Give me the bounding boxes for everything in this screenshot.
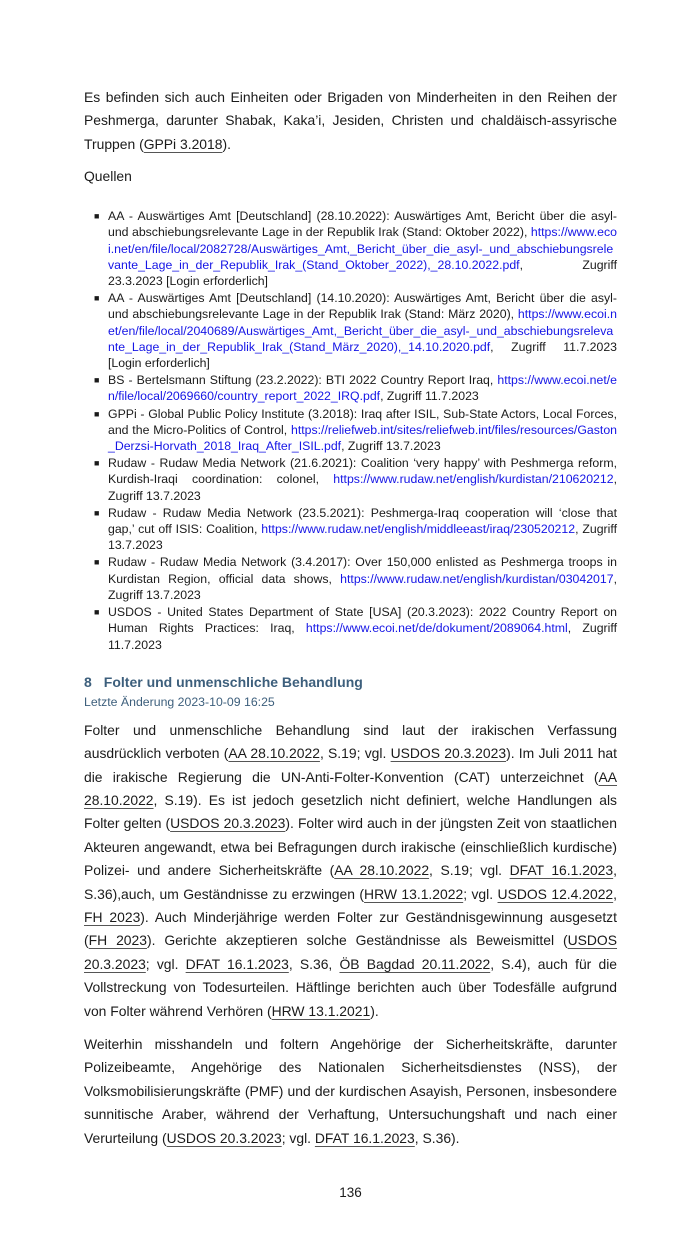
source-item xyxy=(94,406,617,455)
bullet-icon: ■ xyxy=(94,507,100,518)
citation-link[interactable]: USDOS 20.3.2023 xyxy=(170,815,286,832)
source-text: GPPi - Global Public Policy Institute (3.2018): Iraq after ISIL, Sub-State Actors, Local Forces, and the Micro-Politics of Control, xyxy=(108,406,617,437)
sources-label: Quellen xyxy=(84,168,132,185)
source-link[interactable]: https://reliefweb.int/sites/reliefweb.int/files/resources/Gaston_Derzsi-Horvath_2018_Iraq_After_ISIL.pdf xyxy=(108,422,617,454)
source-link[interactable]: https://www.ecoi.net/en/file/local/2040689/Auswärtiges_Amt,_Bericht_über_die_asyl-_und_abschiebungsrelevante_Lage_in_der_Republik_Irak_(Stand_März_2020),_14.10.2020.pdf xyxy=(108,307,617,354)
source-text: Rudaw - Rudaw Media Network (3.4.2017): Over 150,000 enlisted as Peshmerga troops in Kurdistan Region, official data shows, xyxy=(108,555,617,586)
source-access: , Zugriff 13.7.2023 xyxy=(341,439,441,454)
citation-link[interactable]: AA 28.10.2022 xyxy=(334,862,430,879)
paragraph-text: , S.4), auch für die Vollstreckung von Todesurteilen. Häftlinge berichten auch über Todesfälle aufgrund von Folter während Verhören ( xyxy=(84,955,617,1019)
paragraph-text: Es befinden sich auch Einheiten oder Brigaden von Minderheiten in den Reihen der Peshmerga, darunter Shabak, Kaka’i, Jesiden, Christen und chaldäisch-assyrische Truppen ( xyxy=(84,89,617,152)
paragraph-text: , S.19; vgl. xyxy=(319,745,391,762)
citation-link[interactable]: FH 2023 xyxy=(84,908,141,925)
source-access: , Zugriff 11.7.2023 xyxy=(380,389,479,404)
citation-link[interactable]: USDOS 20.3.2023 xyxy=(166,1129,282,1146)
source-item xyxy=(94,290,617,371)
intro-paragraph xyxy=(84,86,617,156)
source-link[interactable]: https://www.ecoi.net/en/file/local/2082728/Auswärtiges_Amt,_Bericht_über_die_asyl-_und_abschiebungsrelevante_Lage_in_der_Republik_Irak_(Stand_Oktober_2022),_28.10.2022.pdf xyxy=(108,225,617,272)
bullet-icon: ■ xyxy=(94,557,100,568)
paragraph-text: ; vgl. xyxy=(463,885,498,902)
source-link[interactable]: https://www.ecoi.net/de/dokument/2089064.html xyxy=(305,621,568,636)
citation-link[interactable]: HRW 13.1.2021 xyxy=(271,1002,371,1019)
citation-link[interactable]: USDOS 20.3.2023 xyxy=(390,745,507,762)
paragraph-text: ; vgl. xyxy=(281,1129,315,1146)
paragraph-text: ). Gerichte akzeptieren solche Geständnisse als Beweismittel ( xyxy=(146,932,568,949)
section-heading xyxy=(84,673,617,691)
paragraph-text: ). xyxy=(222,135,231,152)
source-item xyxy=(94,554,617,603)
paragraph-text: , S.36). xyxy=(414,1129,460,1146)
citation-link[interactable]: USDOS 20.3.2023 xyxy=(84,932,618,972)
source-text: Rudaw - Rudaw Media Network (23.5.2021): Peshmerga-Iraq cooperation will ‘close that gap,’ cut off ISIS: Coalition, xyxy=(108,505,617,537)
section-number: 8 xyxy=(84,673,92,690)
body-paragraph xyxy=(84,1033,617,1150)
source-item xyxy=(94,208,617,289)
paragraph-text: ). Im Juli 2011 hat die irakische Regierung die UN-Anti-Folter-Konvention (CAT) unterzeichnet ( xyxy=(84,745,617,785)
bullet-icon: ■ xyxy=(94,408,100,419)
citation-link[interactable]: AA 28.10.2022 xyxy=(228,745,320,762)
bullet-icon: ■ xyxy=(94,211,100,222)
paragraph-text: , xyxy=(613,885,618,902)
paragraph-text: ). Auch Minderjährige werden Folter zur Geständnisgewinnung ausgesetzt ( xyxy=(84,908,617,949)
source-item xyxy=(94,604,617,653)
citation-link[interactable]: GPPi 3.2018 xyxy=(143,135,223,152)
paragraph-text: ). Folter wird auch in der jüngsten Zeit von staatlichen Akteuren angewandt, etwa bei Befragungen durch irakische (einschließlich kurdische) Polizei- und andere Sicherheitskräfte ( xyxy=(84,815,617,879)
citation-link[interactable]: DFAT 16.1.2023 xyxy=(509,862,614,879)
page-number: 136 xyxy=(339,1185,362,1201)
paragraph-text: , S.19). Es ist jedoch gesetzlich nicht definiert, welche Handlungen als Folter gelten ( xyxy=(84,791,617,832)
last-modified: Letzte Änderung 2023-10-09 16:25 xyxy=(84,694,275,709)
source-text: AA - Auswärtiges Amt [Deutschland] (28.10.2022): Auswärtiges Amt, Bericht über die asyl- und abschiebungsrelevante Lage in der Republik Irak (Stand: Oktober 2022), xyxy=(108,209,617,240)
source-item xyxy=(94,455,617,504)
source-text: BS - Bertelsmann Stiftung (23.2.2022): BTI 2022 Country Report Iraq, xyxy=(108,373,498,388)
citation-link[interactable]: AA 28.10.2022 xyxy=(84,768,617,808)
paragraph-text: Weiterhin misshandeln und foltern Angehörige der Sicherheitskräfte, darunter Polizeibeamte, Angehörige des Nationalen Sicherheitsdienstes (NSS), der Volksmobilisierungskräfte (PMF) und der kurdischen Asayish, Personen, insbesondere sunnitische Araber, während der Verhaftung, Untersuchungshaft und nach einer Verurteilung ( xyxy=(84,1035,617,1146)
source-text: USDOS - United States Department of State [USA] (20.3.2023): 2022 Country Report on Human Rights Practices: Iraq, xyxy=(108,605,617,636)
source-access: , Zugriff 13.7.2023 xyxy=(108,571,617,602)
paragraph-text: ). xyxy=(370,1002,379,1019)
citation-link[interactable]: FH 2023 xyxy=(88,932,147,949)
source-text: Rudaw - Rudaw Media Network (21.6.2021): Coalition ‘very happy’ with Peshmerga reform, Kurdish-Iraqi coordination: colonel, xyxy=(108,456,617,487)
source-text: AA - Auswärtiges Amt [Deutschland] (14.10.2020): Auswärtiges Amt, Bericht über die asyl- und abschiebungsrelevante Lage in der Republik Irak (Stand: März 2020), xyxy=(108,291,617,322)
citation-link[interactable]: USDOS 12.4.2022 xyxy=(497,885,614,902)
source-link[interactable]: https://www.rudaw.net/english/middleeast/iraq/230520212 xyxy=(261,522,576,537)
citation-link[interactable]: DFAT 16.1.2023 xyxy=(185,955,289,972)
source-link[interactable]: https://www.rudaw.net/english/kurdistan/210620212 xyxy=(333,472,614,487)
bullet-icon: ■ xyxy=(94,375,100,386)
citation-link[interactable]: DFAT 16.1.2023 xyxy=(314,1129,415,1146)
bullet-icon: ■ xyxy=(94,293,100,304)
source-access: , Zugriff 11.7.2023 xyxy=(108,621,617,652)
paragraph-text: , S.19; vgl. xyxy=(429,862,510,879)
source-link[interactable]: https://www.rudaw.net/english/kurdistan/03042017 xyxy=(340,571,614,586)
sources-list xyxy=(94,208,617,652)
source-access: , Zugriff 11.7.2023 [Login erforderlich] xyxy=(108,339,617,371)
source-access: , Zugriff 13.7.2023 xyxy=(108,472,617,503)
paragraph-text: Folter und unmenschliche Behandlung sind laut der irakischen Verfassung ausdrücklich verboten ( xyxy=(84,721,617,762)
body-paragraph xyxy=(84,719,617,1023)
citation-link[interactable]: ÖB Bagdad 20.11.2022 xyxy=(339,955,491,972)
paragraph-text: , S.36),auch, um Geständnisse zu erzwingen ( xyxy=(84,862,617,902)
citation-link[interactable]: HRW 13.1.2022 xyxy=(364,885,464,902)
source-access: , Zugriff 13.7.2023 xyxy=(108,522,617,553)
section-title: Folter und unmenschliche Behandlung xyxy=(103,673,363,690)
source-item xyxy=(94,372,617,404)
bullet-icon: ■ xyxy=(94,458,100,469)
paragraph-text: ; vgl. xyxy=(145,955,186,972)
source-link[interactable]: https://www.ecoi.net/en/file/local/2069660/country_report_2022_IRQ.pdf xyxy=(108,373,617,404)
source-item xyxy=(94,505,617,554)
source-access: , Zugriff 23.3.2023 [Login erforderlich] xyxy=(108,257,617,289)
paragraph-text: , S.36, xyxy=(288,955,340,972)
bullet-icon: ■ xyxy=(94,607,100,618)
